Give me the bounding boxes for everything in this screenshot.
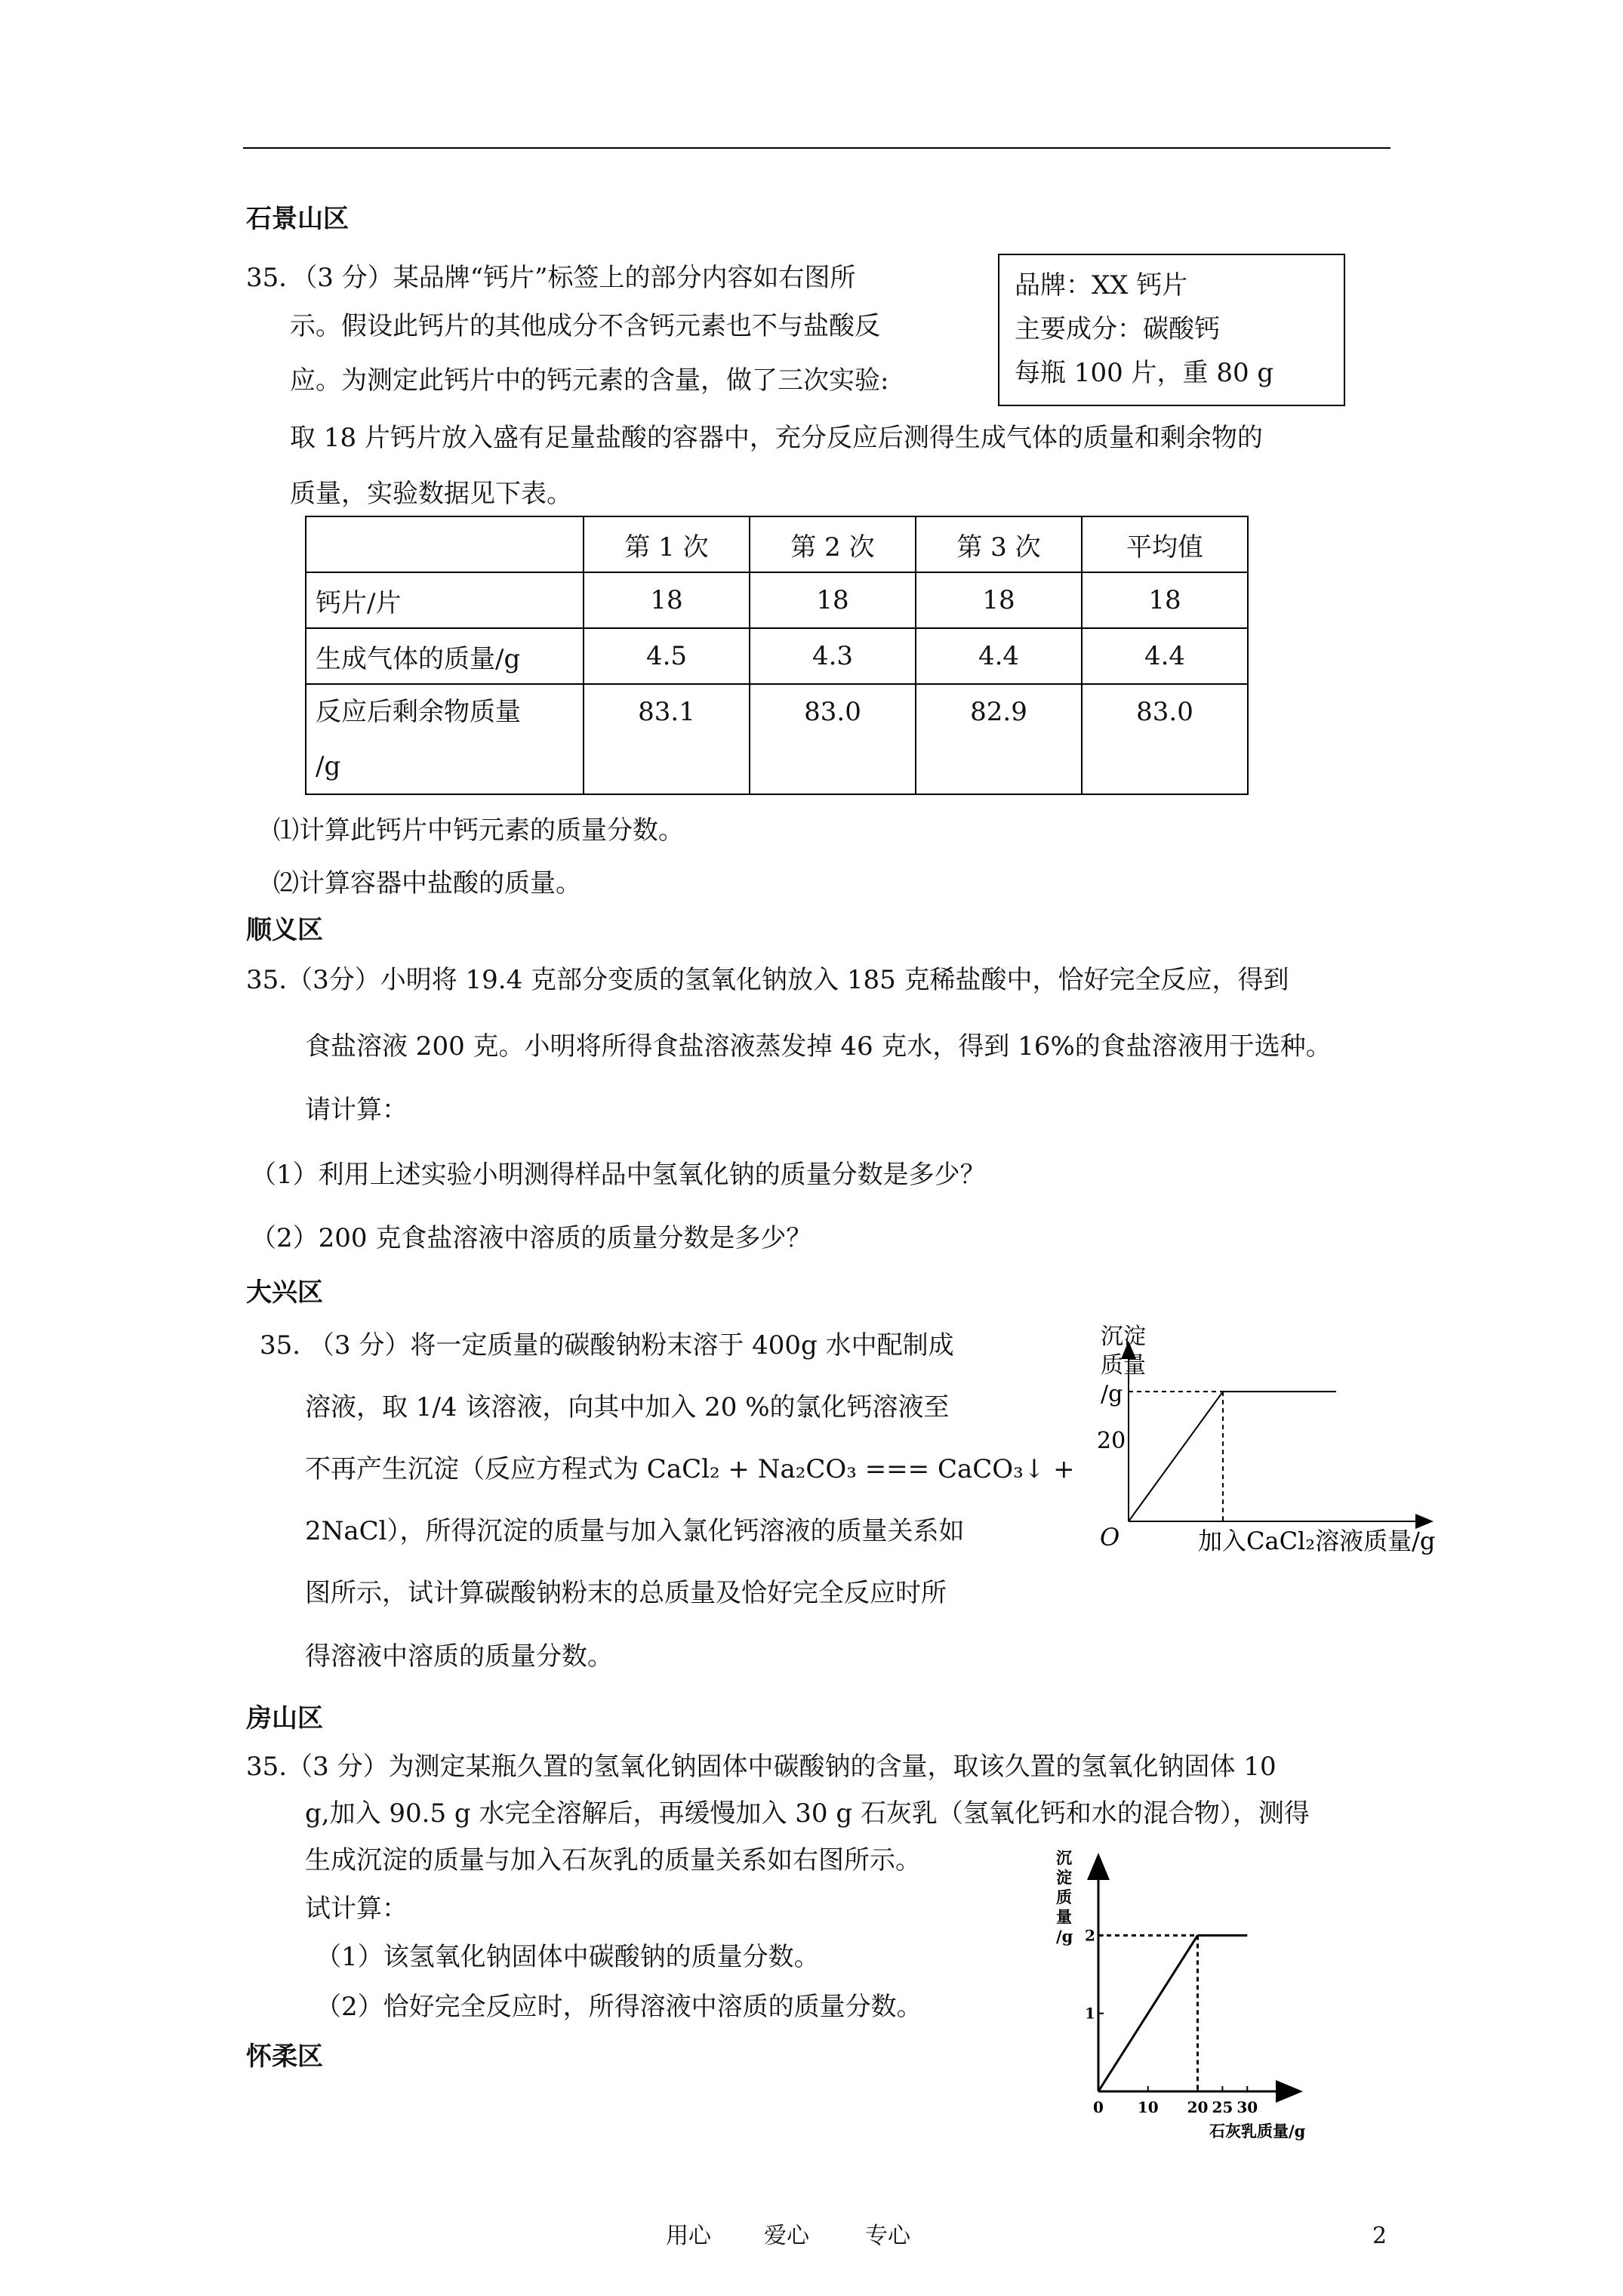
section-heading-huairou: 怀柔区 <box>246 2042 323 2072</box>
y-axis-label-1: 沉淀 <box>1101 1324 1146 1350</box>
problem-line: 试计算： <box>305 1894 408 1924</box>
x-tick-label: 20 <box>1187 2098 1209 2116</box>
table-cell: 4.4 <box>1082 628 1248 684</box>
y-tick-label: 20 <box>1097 1428 1126 1454</box>
table-row <box>306 684 1248 794</box>
x-tick-label: 0 <box>1093 2098 1104 2116</box>
problem-line: 请计算： <box>305 1095 408 1125</box>
question-line: （1）该氢氧化钠固体中碳酸钠的质量分数。 <box>316 1942 820 1972</box>
footer-text: 专心 <box>865 2223 910 2249</box>
x-tick-label: 10 <box>1137 2098 1159 2116</box>
table-header-cell: 第 2 次 <box>750 516 916 572</box>
chart-marks <box>1085 1926 1258 2116</box>
section-heading-daxing: 大兴区 <box>246 1277 323 1308</box>
problem-line: 生成沉淀的质量与加入石灰乳的质量关系如右图所示。 <box>305 1845 921 1875</box>
table-header-cell: 平均值 <box>1082 516 1248 572</box>
section-heading-fangshan: 房山区 <box>246 1703 323 1734</box>
page-number: 2 <box>1372 2223 1387 2249</box>
row-label: 生成气体的质量/g <box>306 628 584 684</box>
label-package: 每瓶 100 片，重 80 g <box>1015 358 1274 388</box>
question-line: （2）恰好完全反应时，所得溶液中溶质的质量分数。 <box>316 1992 922 2022</box>
question-line: （1）利用上述实验小明测得样品中氢氧化钠的质量分数是多少？ <box>251 1160 986 1190</box>
y-tick-label: 2 <box>1085 1926 1095 1945</box>
table-cell: 18 <box>1082 572 1248 628</box>
row-label-line: /g <box>316 751 341 781</box>
row-label <box>306 684 584 794</box>
x-tick-label: 30 <box>1236 2098 1258 2116</box>
y-axis-label-3: 质 <box>1056 1888 1072 1906</box>
table-cell: 4.4 <box>916 628 1082 684</box>
problem-line: g,加入 90.5 g 水完全溶解后，再缓慢加入 30 g 石灰乳（氢氧化钙和水的混合物），测得 <box>305 1798 1310 1829</box>
problem-line: 图所示，试计算碳酸钠粉末的总质量及恰好完全反应时所 <box>305 1578 947 1608</box>
y-axis-label-2: 淀 <box>1056 1868 1072 1887</box>
label-ingredient: 主要成分：碳酸钙 <box>1015 314 1220 344</box>
problem-line: 溶液，取 1/4 该溶液，向其中加入 20 %的氯化钙溶液至 <box>305 1392 950 1422</box>
table-header-cell <box>306 516 584 572</box>
problem-line: 取 18 片钙片放入盛有足量盐酸的容器中，充分反应后测得生成气体的质量和剩余物的 <box>290 423 1263 453</box>
data-line-segment <box>1129 1391 1223 1521</box>
table-cell: 4.5 <box>584 628 750 684</box>
problem-line: 35.（3 分）为测定某瓶久置的氢氧化钠固体中碳酸钠的含量，取该久置的氢氧化钠固体 10 <box>246 1752 1277 1782</box>
problem-line: 不再产生沉淀（反应方程式为 CaCl₂ + Na₂CO₃ === CaCO₃↓ + <box>305 1454 1075 1484</box>
chart-marks <box>1129 1391 1336 1521</box>
data-line-segment <box>1098 1935 1198 2091</box>
x-tick-label: 25 <box>1212 2098 1233 2116</box>
problem-line: 应。为测定此钙片中的钙元素的含量，做了三次实验: <box>290 365 889 396</box>
experiment-table <box>305 516 1249 795</box>
problem-line: 得溶液中溶质的质量分数。 <box>305 1641 613 1672</box>
y-axis-label-5: /g <box>1056 1927 1073 1946</box>
problem-line: 35.（3分）小明将 19.4 克部分变质的氢氧化钠放入 185 克稀盐酸中，恰好完全反应，得到 <box>246 965 1289 995</box>
problem-line: 35. （3 分）将一定质量的碳酸钠粉末溶于 400g 水中配制成 <box>260 1330 954 1361</box>
section-heading-shunyi: 顺义区 <box>246 915 323 945</box>
problem-line: 示。假设此钙片的其他成分不含钙元素也不与盐酸反 <box>290 311 880 341</box>
footer-text: 爱心 <box>764 2223 809 2249</box>
problem-line: 2NaCl），所得沉淀的质量与加入氯化钙溶液的质量关系如 <box>305 1516 965 1546</box>
table-header-row <box>306 516 1248 572</box>
origin-label: O <box>1100 1523 1120 1552</box>
y-axis-label-3: /g <box>1101 1381 1123 1407</box>
table-cell: 4.3 <box>750 628 916 684</box>
problem-line: 35．（3 分）某品牌“钙片”标签上的部分内容如右图所 <box>246 263 856 293</box>
precipitate-chart-daxing <box>1053 1314 1487 1593</box>
label-brand: 品牌：XX 钙片 <box>1015 270 1188 300</box>
table-header-cell: 第 1 次 <box>584 516 750 572</box>
table-cell: 18 <box>750 572 916 628</box>
footer-text: 用心 <box>666 2223 711 2249</box>
question-line: ⑴计算此钙片中钙元素的质量分数。 <box>273 815 684 846</box>
table-cell: 83.0 <box>750 684 916 794</box>
y-tick-label: 1 <box>1085 2004 1095 2023</box>
y-axis-label-1: 沉 <box>1056 1848 1072 1867</box>
precipitate-chart-fangshan <box>1046 1842 1310 2152</box>
table-cell: 82.9 <box>916 684 1082 794</box>
table-header-cell: 第 3 次 <box>916 516 1082 572</box>
y-axis-label-4: 量 <box>1056 1907 1072 1926</box>
table-row <box>306 572 1248 628</box>
table-row <box>306 628 1248 684</box>
x-axis-label: 加入CaCl₂溶液质量/g <box>1198 1527 1436 1555</box>
row-label-line: 反应后剩余物质量 <box>316 697 521 727</box>
table-cell: 18 <box>916 572 1082 628</box>
problem-line: 食盐溶液 200 克。小明将所得食盐溶液蒸发掉 46 克水，得到 16%的食盐溶液用于选种。 <box>305 1031 1332 1062</box>
table-cell: 83.1 <box>584 684 750 794</box>
y-axis-label-2: 质量 <box>1101 1352 1146 1379</box>
question-line: （2）200 克食盐溶液中溶质的质量分数是多少？ <box>251 1223 812 1253</box>
row-label: 钙片/片 <box>306 572 584 628</box>
problem-line: 质量，实验数据见下表。 <box>290 479 572 509</box>
section-heading-shijingshan: 石景山区 <box>246 204 349 234</box>
table-cell: 83.0 <box>1082 684 1248 794</box>
x-axis-label: 石灰乳质量/g <box>1209 2122 1306 2140</box>
table-cell: 18 <box>584 572 750 628</box>
header-rule <box>243 147 1390 149</box>
question-line: ⑵计算容器中盐酸的质量。 <box>273 868 581 898</box>
